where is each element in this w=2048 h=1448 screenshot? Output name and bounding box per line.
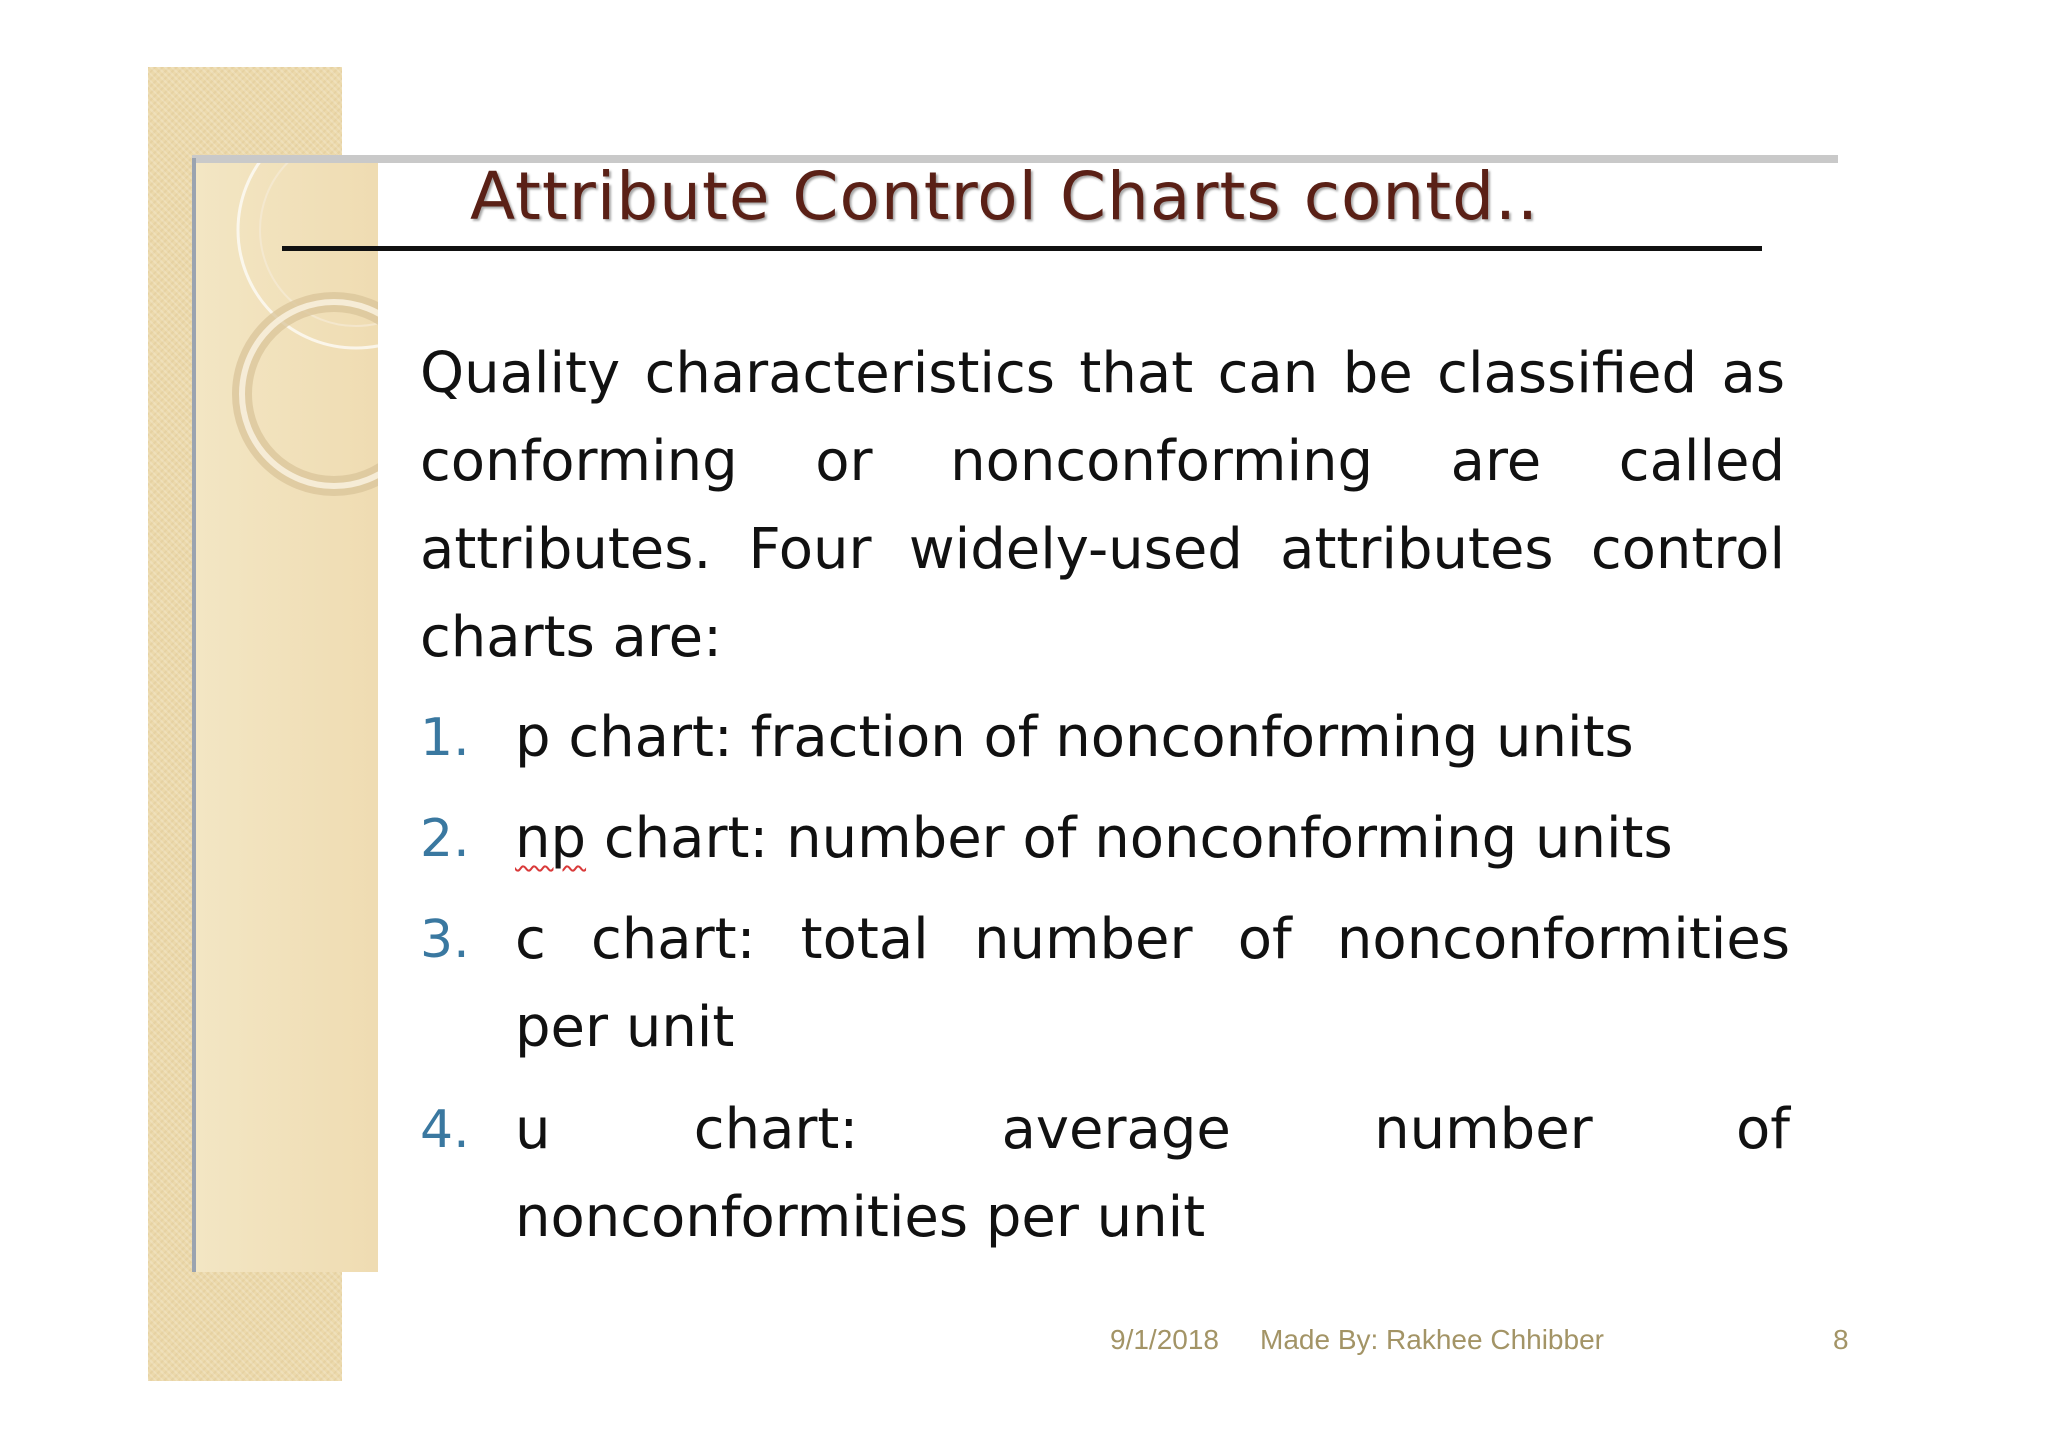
list-item-description: number of nonconforming units <box>786 806 1673 871</box>
list-item-text <box>515 896 1790 1072</box>
title-underline-rule <box>282 246 1762 251</box>
panel-left-rule <box>192 158 196 1272</box>
slide-title: Attribute Control Charts contd.. <box>470 158 1539 235</box>
list-item <box>420 795 1790 883</box>
list-item-number: 2. <box>420 809 470 869</box>
spellcheck-flagged-word: np <box>515 806 587 871</box>
list-item-line-2: per unit <box>515 995 735 1060</box>
footer-page-number: 8 <box>1833 1324 1849 1355</box>
list-item-text <box>515 694 1790 782</box>
list-item-number: 3. <box>420 910 470 970</box>
list-item-line-1: u chart: average number of <box>515 1097 1790 1162</box>
list-item <box>420 1086 1790 1262</box>
list-item-text <box>515 1086 1790 1262</box>
list-item <box>420 896 1790 1072</box>
footer-date: 9/1/2018 <box>1110 1324 1219 1355</box>
list-item-term-rest: chart: <box>586 806 769 871</box>
list-item-description: fraction of nonconforming units <box>750 705 1634 770</box>
footer-author: Made By: Rakhee Chhibber <box>1260 1324 1604 1355</box>
intro-paragraph: Quality characteristics that can be classified as conforming or nonconforming are called attributes. Four widely-used attributes control charts are: <box>420 341 1785 670</box>
list-item-number: 4. <box>420 1100 470 1160</box>
list-item-number: 1. <box>420 708 470 768</box>
list-item-term: p chart: <box>515 705 733 770</box>
list-item-line-2: nonconformities per unit <box>515 1185 1206 1250</box>
list-item-line-1: c chart: total number of nonconformities <box>515 907 1790 972</box>
decorative-rings-graphic <box>196 158 378 518</box>
list-item <box>420 694 1790 782</box>
list-item-text <box>515 795 1790 883</box>
